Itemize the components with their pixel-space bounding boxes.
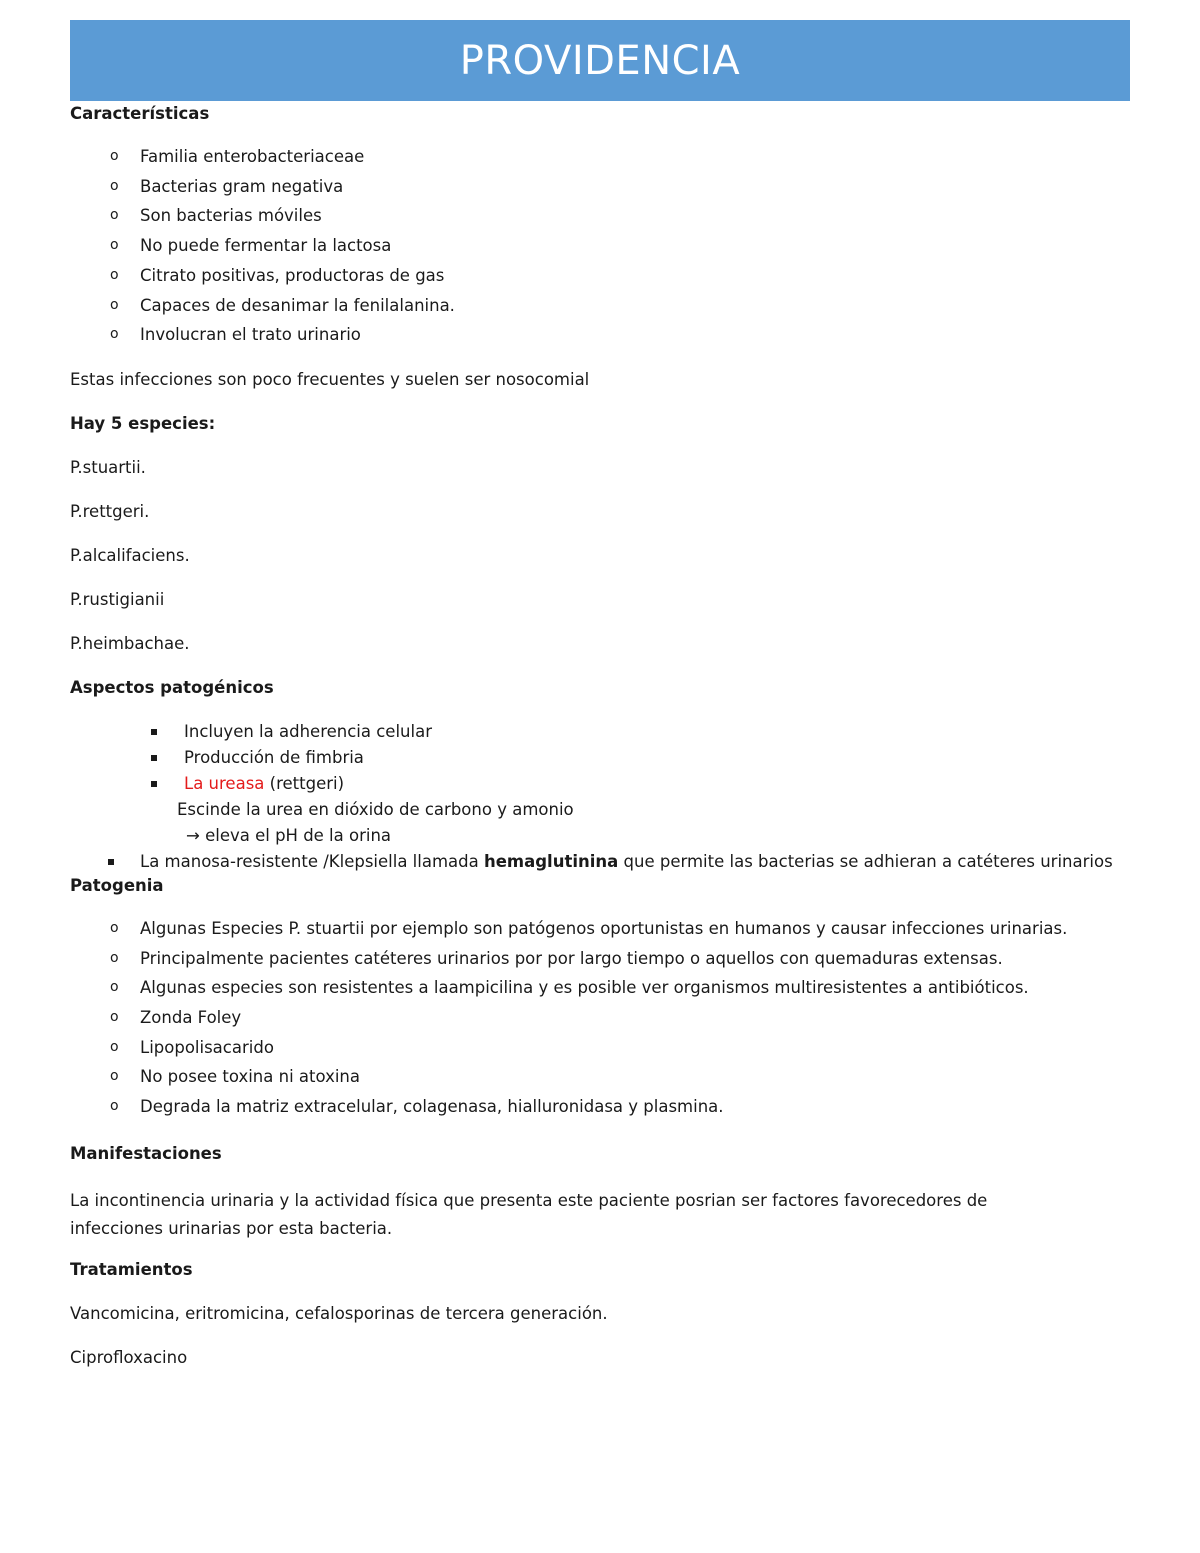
list-item: Incluyen la adherencia celular [70, 719, 1130, 745]
list-item: La ureasa (rettgeri) [70, 771, 1130, 797]
circle-bullet-icon: o [110, 148, 119, 164]
species-item: P.alcalifaciens. [70, 545, 190, 565]
manifestaciones-text: La incontinencia urinaria y la actividad física que presenta este paciente posrian ser factores favorecedores de infecciones urinarias por esta bacteria. [70, 1190, 988, 1238]
ureasa-effect: → eleva el pH de la orina [186, 825, 392, 845]
circle-bullet-icon: o [110, 296, 119, 313]
species-item: P.stuartii. [70, 457, 146, 477]
list-item: o Familia enterobacteriaceae [70, 142, 1130, 172]
document-title: PROVIDENCIA [459, 37, 741, 84]
circle-bullet-icon: o [110, 1009, 119, 1026]
list-item: o Degrada la matriz extracelular, colagenasa, hialluronidasa y plasmina. [70, 1092, 1130, 1122]
list-item: o Lipopolisacarido [70, 1033, 1130, 1063]
tratamientos-text: Vancomicina, eritromicina, cefalosporinas de tercera generación. [70, 1303, 608, 1323]
list-item: o Principalmente pacientes catéteres urinarios por por largo tiempo o aquellos con quemaduras extensas. [70, 944, 1130, 974]
circle-bullet-icon: o [110, 979, 119, 996]
square-bullet-icon [151, 755, 157, 761]
square-bullet-icon [108, 859, 114, 865]
circle-bullet-icon: o [110, 949, 119, 966]
circle-bullet-icon: o [110, 237, 119, 254]
circle-bullet-icon: o [110, 1038, 119, 1055]
ureasa-description: Escinde la urea en dióxido de carbono y amonio [177, 799, 574, 819]
heading-tratamientos: Tratamientos [70, 1259, 193, 1279]
circle-bullet-icon: o [110, 177, 119, 194]
list-item: o Algunas Especies P. stuartii por ejemplo son patógenos oportunistas en humanos y causar infecciones urinarias. [70, 914, 1130, 944]
manosa-item: La manosa-resistente /Klepsiella llamada hemaglutinina que permite las bacterias se adhieran a catéteres urinarios [70, 849, 1140, 875]
list-item: o Algunas especies son resistentes a laampicilina y es posible ver organismos multiresistentes a antibióticos. [70, 973, 1130, 1003]
list-item: o Capaces de desanimar la fenilalanina. [70, 291, 1130, 321]
document-body [70, 103, 1130, 1369]
list-item: o No posee toxina ni atoxina [70, 1062, 1130, 1092]
heading-manifestaciones: Manifestaciones [70, 1143, 222, 1163]
hemaglutinina-term: hemaglutinina [483, 851, 619, 871]
circle-bullet-icon: o [110, 1068, 119, 1085]
caracteristicas-list [70, 142, 1130, 350]
tratamientos-extra: Ciprofloxacino [70, 1347, 188, 1367]
circle-bullet-icon: o [110, 1098, 119, 1115]
heading-aspectos: Aspectos patogénicos [70, 677, 274, 697]
circle-bullet-icon: o [110, 207, 119, 224]
list-item: o Involucran el trato urinario [70, 320, 1130, 350]
circle-bullet-icon: o [110, 326, 119, 343]
title-banner [70, 20, 1130, 101]
list-item: o Son bacterias móviles [70, 201, 1130, 231]
heading-caracteristicas: Características [70, 104, 210, 123]
circle-bullet-icon: o [110, 919, 119, 936]
list-item: o Zonda Foley [70, 1003, 1130, 1033]
arrow-right-icon: → [186, 825, 200, 845]
square-bullet-icon [151, 729, 157, 735]
intro-paragraph: Estas infecciones son poco frecuentes y suelen ser nosocomial [70, 369, 590, 389]
heading-patogenia: Patogenia [70, 875, 164, 895]
patogenia-list [70, 914, 1130, 1122]
species-item: P.heimbachae. [70, 633, 190, 653]
species-item: P.rettgeri. [70, 501, 150, 521]
circle-bullet-icon: o [110, 266, 119, 283]
aspectos-list [70, 719, 1130, 797]
list-item: o Bacterias gram negativa [70, 172, 1130, 202]
heading-especies: Hay 5 especies: [70, 413, 216, 433]
ureasa-highlight: La ureasa [184, 773, 265, 793]
square-bullet-icon [151, 781, 157, 787]
list-item: o No puede fermentar la lactosa [70, 231, 1130, 261]
list-item: o Citrato positivas, productoras de gas [70, 261, 1130, 291]
list-item: Producción de fimbria [70, 745, 1130, 771]
species-item: P.rustigianii [70, 589, 165, 609]
